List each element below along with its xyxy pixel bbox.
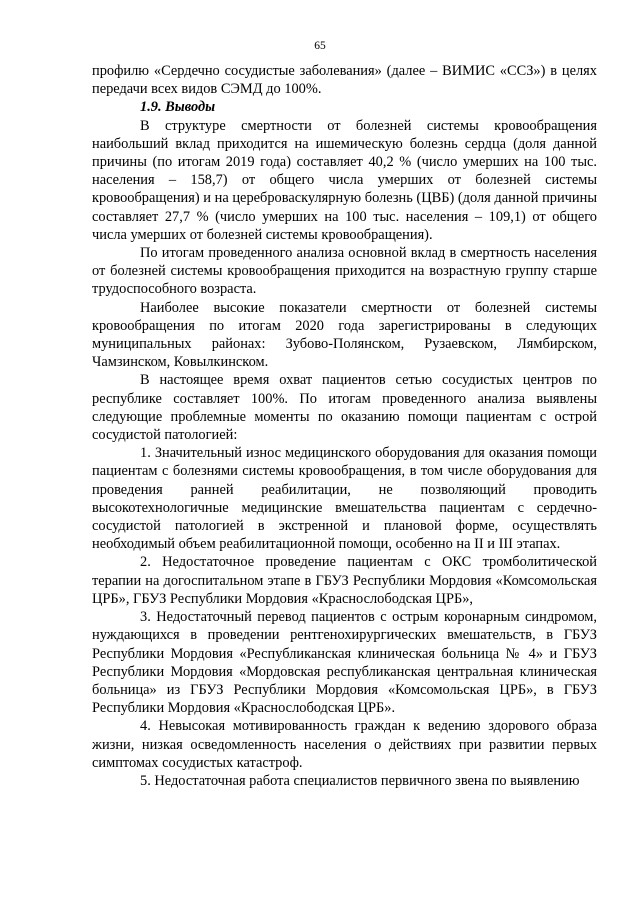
list-item-motivation: 4. Невысокая мотивированность граждан к ведению здорового образа жизни, низкая осведомленность населения о действиях при развитии первых симптомах сосудистых катастроф. [92, 718, 597, 771]
paragraph-vascular-centers: В настоящее время охват пациентов сетью сосудистых центров по республике составляет 100%. По итогам проведенного анализа выявлены следующие проблемные моменты по оказанию помощи пациентам с острой сосудистой патологией: [92, 372, 597, 444]
paragraph-age-group: По итогам проведенного анализа основной вклад в смертность населения от болезней системы кровообращения приходится на возрастную группу старше трудоспособного возраста. [92, 245, 597, 298]
section-heading: 1.9. Выводы [140, 99, 216, 116]
page-body [92, 62, 597, 790]
intro-paragraph: профилю «Сердечно сосудистые заболевания» (далее – ВИМИС «ССЗ») в целях передачи всех видов СЭМД до 100%. [92, 63, 597, 98]
list-item-equipment-wear: 1. Значительный износ медицинского оборудования для оказания помощи пациентам с болезнями системы кровообращения, в том числе оборудования для проведения ранней реабилитации, не позволяющий проводить высокотехнологичные медицинские вмешательства пациентам с сердечно-сосудистой патологией в экстренной и плановой форме, осуществлять необходимый объем реабилитационной помощи, особенно на II и III этапах. [92, 445, 597, 553]
list-item-primary-care: 5. Недостаточная работа специалистов первичного звена по выявлению [140, 772, 580, 789]
list-item-thrombolysis: 2. Недостаточное проведение пациентам с ОКС тромболитической терапии на догоспитальном этапе в ГБУЗ Республики Мордовия «Комсомольская ЦРБ», ГБУЗ Республики Мордовия «Краснослободская ЦРБ», [92, 554, 597, 607]
paragraph-districts: Наиболее высокие показатели смертности от болезней системы кровообращения по итогам 2020 года зарегистрированы в следующих муниципальных районах: Зубово-Полянском, Рузаевском, Лямбирском, Чамзинском, Ковылкинском. [92, 299, 597, 371]
paragraph-cvd-mortality-structure: В структуре смертности от болезней системы кровообращения наибольший вклад приходится на ишемическую болезнь сердца (доля данной причины (по итогам 2019 года) составляет 40,2 % (число умерших на 100 тыс. населения – 158,7) от общего числа умерших от болезней системы кровообращения) и на цереброваскулярную болезнь (ЦВБ) (доля данной причины составляет 27,7 % (число умерших на 100 тыс. населения – 109,1) от общего числа умерших от болезней системы кровообращения). [92, 117, 597, 243]
list-item-patient-transfer: 3. Недостаточный перевод пациентов с острым коронарным синдромом, нуждающихся в проведении рентгенохирургических вмешательств, в ГБУЗ Республики Мордовия «Республиканская клиническая больница № 4» и ГБУЗ Республики Мордовия «Мордовская республиканская центральная клиническая больница» из ГБУЗ Республики Мордовия «Комсомольская ЦРБ», в ГБУЗ Республики Мордовия «Краснослободская ЦРБ». [92, 609, 597, 717]
page-number: 65 [314, 40, 326, 52]
